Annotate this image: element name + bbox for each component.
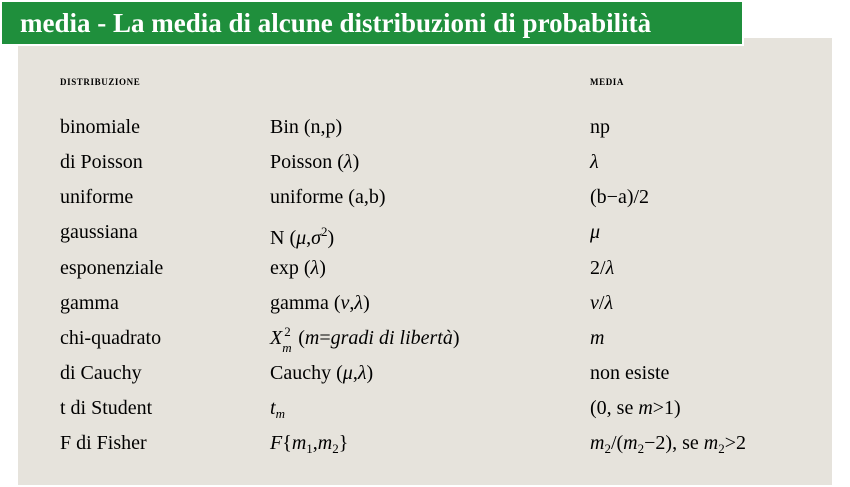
distribution-mean: m (590, 327, 605, 349)
header-distribution: distribuzione (60, 73, 141, 88)
distribution-notation: Poisson (λ) (270, 151, 360, 173)
page-title: media - La media di alcune distribuzioni di probabilità (0, 0, 744, 46)
distribution-mean: 2/λ (590, 257, 615, 279)
distribution-notation: Bin (n,p) (270, 116, 343, 138)
distribution-mean: $m_2/(m_2-2)$, se $m_2>2$ (590, 432, 746, 456)
table-row (0, 291, 850, 326)
distribution-notation: Cauchy (μ,λ) (270, 362, 374, 384)
distribution-name: di Poisson (60, 151, 143, 173)
table-row (0, 256, 850, 291)
table-row (0, 326, 850, 361)
distribution-mean: non esiste (590, 362, 670, 384)
distribution-mean: λ (590, 151, 599, 173)
distribution-notation: exp (λ) (270, 257, 326, 279)
distribution-notation: $F\{m_1,m_2\}$ (270, 432, 349, 456)
table-row (0, 431, 850, 466)
distribution-mean: μ (590, 221, 601, 243)
distribution-name: t di Student (60, 397, 153, 419)
distribution-name: chi-quadrato (60, 327, 162, 349)
distribution-name: binomiale (60, 116, 140, 138)
distribution-mean: ν/λ (590, 292, 614, 314)
header-mean: media (590, 73, 624, 88)
table-row (0, 150, 850, 185)
table-row (0, 185, 850, 220)
distribution-notation: N $(\mu,\sigma^2)$ (270, 224, 335, 249)
distribution-notation: gamma (ν,λ) (270, 292, 370, 314)
distribution-name: F di Fisher (60, 432, 147, 454)
table-row (0, 220, 850, 255)
table-row (0, 361, 850, 396)
distribution-mean: (b−a)/2 (590, 186, 650, 208)
distribution-name: uniforme (60, 186, 134, 208)
distribution-mean: np (590, 116, 610, 138)
distribution-notation: X 2 m (m=gradi di libertà) (270, 324, 460, 355)
distribution-notation: uniforme (a,b) (270, 186, 386, 208)
table-row (0, 115, 850, 150)
distribution-notation: $t_m$ (270, 397, 285, 421)
table-row (0, 396, 850, 431)
distribution-mean: (0, se m>1) (590, 397, 681, 419)
distribution-name: gamma (60, 292, 119, 314)
distribution-name: esponenziale (60, 257, 164, 279)
distribution-name: gaussiana (60, 221, 138, 243)
distribution-name: di Cauchy (60, 362, 142, 384)
